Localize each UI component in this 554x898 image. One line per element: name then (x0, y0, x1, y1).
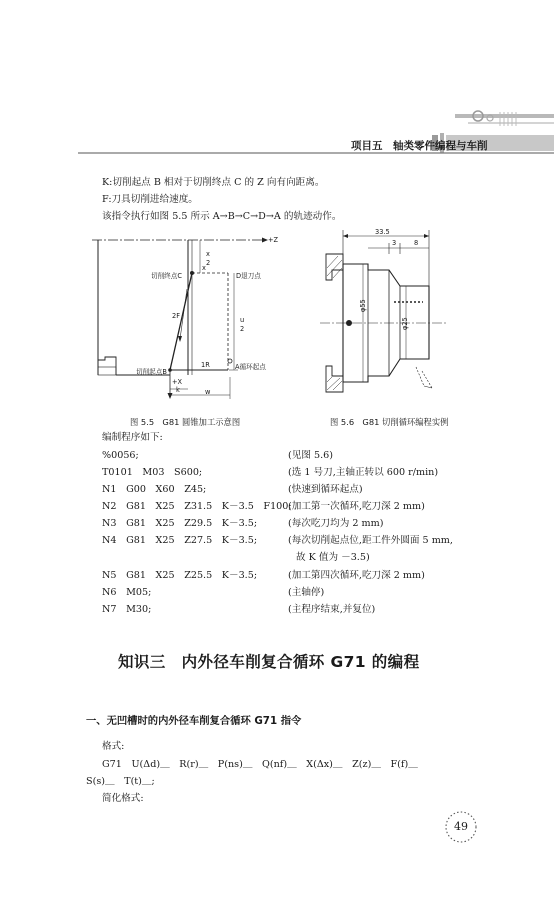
program-line-comment: (主程序结束,并复位) (288, 604, 376, 615)
program-line-code: N6 M05; (102, 587, 152, 598)
program-line-comment: (加工第一次循环,吃刀深 2 mm) (288, 501, 425, 512)
fig55-label-x: x (202, 264, 206, 272)
fig55-label-w: w (205, 388, 211, 396)
format-line-2: S(s)＿ T(t)＿; (86, 776, 155, 787)
running-header-title: 项目五 轴类零件编程与车削 (351, 140, 488, 152)
fig55-axis-z: +Z (268, 236, 279, 244)
fig55-label-d: D退刀点 (236, 272, 261, 280)
program-line-code: N7 M30; (102, 604, 152, 615)
fig56-dia-55: φ55 (359, 299, 367, 312)
format-label: 格式: (102, 741, 125, 752)
program-line-code: N4 G81 X25 Z27.5 K－3.5; (102, 535, 258, 546)
program-line-comment: (主轴停) (288, 587, 325, 598)
program-line-comment: (每次吃刀均为 2 mm) (288, 518, 384, 529)
program-line-comment: (选 1 号刀,主轴正转以 600 r/min) (288, 467, 439, 478)
figure-5-6-part-drawing (318, 224, 448, 402)
program-line-code: N5 G81 X25 Z25.5 K－3.5; (102, 570, 258, 581)
figure-5-6-caption: 图 5.6 G81 切削循环编程实例 (330, 417, 449, 427)
fig55-axis-x: +X (172, 378, 183, 386)
program-line-code: %0056; (102, 450, 139, 461)
program-line-code: N3 G81 X25 Z29.5 K－3.5; (102, 518, 258, 529)
fig55-label-b: 切削起点B (136, 368, 167, 376)
fig55-label-c: 切削终点C (151, 272, 182, 280)
subsection-title: 一、无凹槽时的内外径车削复合循环 G71 指令 (86, 715, 302, 727)
program-line-code: T0101 M03 S600; (102, 467, 203, 478)
program-line-comment: (每次切削起点位,距工件外圆面 5 mm, (288, 535, 453, 546)
program-line-comment-cont: 故 K 值为 －3.5) (296, 552, 370, 563)
fig55-label-u-den: 2 (240, 325, 245, 333)
fig55-label-a: A循环起点 (235, 363, 266, 371)
format-line-1: G71 U(Δd)＿ R(r)＿ P(ns)＿ Q(nf)＿ X(Δx)＿ Z(z)＿ F(f)＿ (102, 759, 418, 770)
program-line-comment: (加工第四次循环,吃刀深 2 mm) (288, 570, 425, 581)
fig55-label-x-half-den: 2 (206, 259, 211, 267)
program-line-code: N1 G00 X60 Z45; (102, 484, 207, 495)
program-line-comment: (见图 5.6) (288, 450, 333, 461)
fig55-label-2f: 2F (172, 312, 180, 320)
program-line-code: N2 G81 X25 Z31.5 K－3.5 F100; (102, 501, 292, 512)
fig56-dim-8: 8 (414, 239, 419, 247)
fig56-dim-total: 33.5 (375, 228, 390, 236)
simplified-format-label: 简化格式: (102, 793, 144, 804)
fig55-label-x-half-num: x (206, 250, 210, 258)
figure-5-5-cone-diagram (90, 227, 290, 407)
section-title: 知识三 内外径车削复合循环 G71 的编程 (118, 653, 420, 671)
program-intro: 编制程序如下: (102, 432, 163, 443)
intro-line-f: F:刀具切削进给速度。 (102, 194, 198, 205)
page-number: 49 (454, 820, 468, 833)
fig55-label-1r: 1R (201, 361, 210, 369)
fig56-dim-3: 3 (392, 239, 397, 247)
intro-line-k: K:切削起点 B 相对于切削终点 C 的 Z 向有向距离。 (102, 177, 325, 188)
intro-line-trajectory: 该指令执行如图 5.5 所示 A→B→C→D→A 的轨迹动作。 (102, 211, 342, 222)
fig56-dia-25: φ25 (401, 317, 409, 330)
fig55-label-k: k (176, 386, 180, 394)
figure-5-5-caption: 图 5.5 G81 圆锥加工示意图 (130, 417, 241, 427)
fig55-label-u-num: u (240, 316, 245, 324)
program-line-comment: (快速到循环起点) (288, 484, 363, 495)
